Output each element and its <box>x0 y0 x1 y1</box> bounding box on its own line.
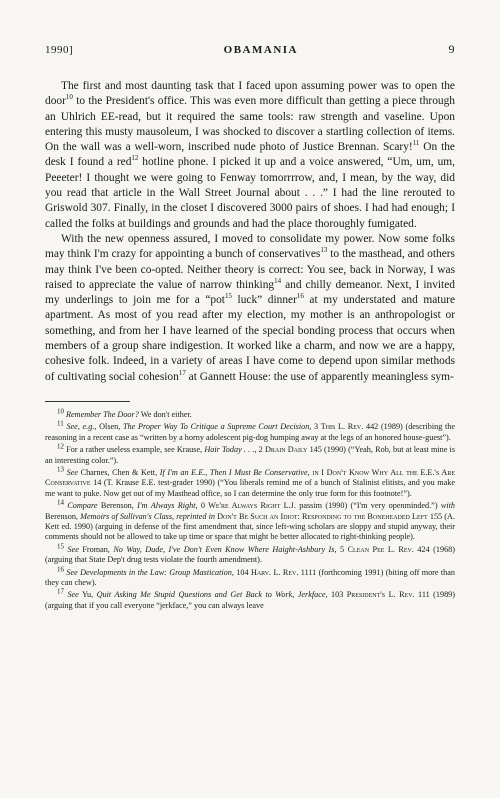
footnote-ref-16[interactable]: 16 <box>296 292 304 301</box>
footnote-ref-12[interactable]: 12 <box>131 154 139 163</box>
footnote-ref-17[interactable]: 17 <box>178 368 186 377</box>
body-text <box>45 79 455 385</box>
page-number: 9 <box>448 42 455 56</box>
paragraph-2: With the new openness assured, I moved to consolidate my power. Now some folks may think I'm crazy for appointing a bunch of conservatives$^{13}$ to the masthead, and others may think I've been co-opted. Neither theory is correct: You see, back in Norway, I was raised to appreciate the value of narrow thinking$^{14}$ and chilly demeanor. Next, I invited my underlings to join me for a “pot$^{15}$ luck” dinner$^{16}$ at my understated and mature apartment. As most of you read after my election, my mother is an anthropologist or something, and from her I have learned of the special bonding process that occurs when members of a group share indigestion. It worked like a charm, and now we are a happy, cohesive folk. Indeed, in a variety of areas I have come to depend upon similar methods of cultivating social cohesion$^{17}$ at Gannett House: the use of apparently meaningless sym- <box>45 232 456 383</box>
paragraph-1: The first and most daunting task that I faced upon assuming power was to open the door$^{10}$ to the President's office. This was even more difficult than getting a piece through an Uhlrich EE-read, but it required the same tools: raw strength and vaseline. Upon entering this musty mausoleum, I was shocked to discover a startling collection of items. On the wall was a well-worn, inscribed nude photo of Justice Brennan. Scary!$^{11}$ On the desk I found a red$^{12}$ hotline phone. I picked it up and a voice answered, “Um, um, um, Peeeter! I thought we were going to Fenway tomorrrrow, and, I mean, by the way, did you read that article in the Wall Street Journal about . . .” I had the line rerouted to Griswold 307. Finally, in the closet I discovered 3000 pairs of shoes. I had had enough; I called the folks at buildings and grounds and had the place thoroughly fumigated. <box>45 80 455 230</box>
footnote-ref-15[interactable]: 15 <box>224 292 232 301</box>
footnote-13: $^{13}$ See Charnes, Chen & Kett, If I'm an E.E., Then I Must Be Conservative, in I Don't Know Why All the E.E.'s Are Conservative 14 (T. Krause E.E. test-grader 1990) (“You liberals remind me of a bunch of Stalinist elitists, and you make me want to puke. Now get out of my Masthead office, so I can determine the only true form for this footnote!”). <box>45 465 455 498</box>
header-title: OBAMANIA <box>223 44 298 56</box>
header-year: 1990] <box>45 44 74 56</box>
footnote-14: $^{14}$ Compare Berenson, I'm Always Right, 0 We're Always Right L.J. passim (1990) (“I'm very openminded.”) with Berenson, Memoirs of Sullivan's Class, reprinted in Don't Be Such an Idiot: Responding to the Boneheaded Left 155 (A. Kett ed. 1990) (arguing in defense of the first amendment that, since left-wing scholars are sloppy and stupid anyway, their comments should not be allowed to take up time or space that might be better allocated to right-thinking people). <box>45 498 455 542</box>
footnote-15: $^{15}$ See Froman, No Way, Dude, I've Don't Even Know Where Haight-Ashbury Is, 5 Clean Pee L. Rev. 424 (1968) (arguing that State Dep't drug tests violate the fourth amendment). <box>45 542 455 565</box>
footnotes <box>45 407 456 611</box>
footnote-ref-10[interactable]: 10 <box>65 93 73 102</box>
footnote-ref-11[interactable]: 11 <box>412 139 420 148</box>
footnote-10: $^{10}$ Remember The Door? We don't either. <box>57 407 192 419</box>
footnote-divider <box>45 401 130 402</box>
footnote-11: $^{11}$ See, e.g., Olsen, The Proper Way To Critique a Supreme Court Decision, 3 This L. Rev. 442 (1989) (describing the reasoning in a recent case as “written by a horny adolescent pig-dog humping away at the legs of an honored house-guest”). <box>45 419 456 442</box>
footnote-ref-14[interactable]: 14 <box>274 277 282 286</box>
footnote-17: $^{17}$ See Yu, Quit Asking Me Stupid Questions and Get Back to Work, Jerkface, 103 President's L. Rev. 111 (1989) (arguing that if you call everyone “jerkface,” you can always leave <box>45 587 455 610</box>
running-header <box>45 42 455 57</box>
footnote-12: $^{12}$ For a rather useless example, see Krause, Hair Today . . ., 2 Drain Daily 145 (1990) (“Yeah, Rob, but at least mine is an interesting color.”). <box>45 442 456 465</box>
footnote-ref-13[interactable]: 13 <box>320 246 328 255</box>
footnote-16: $^{16}$ See Developments in the Law: Group Mastication, 104 Harv. L. Rev. 1111 (forthcoming 1991) (biting off more than they can chew). <box>45 564 455 588</box>
